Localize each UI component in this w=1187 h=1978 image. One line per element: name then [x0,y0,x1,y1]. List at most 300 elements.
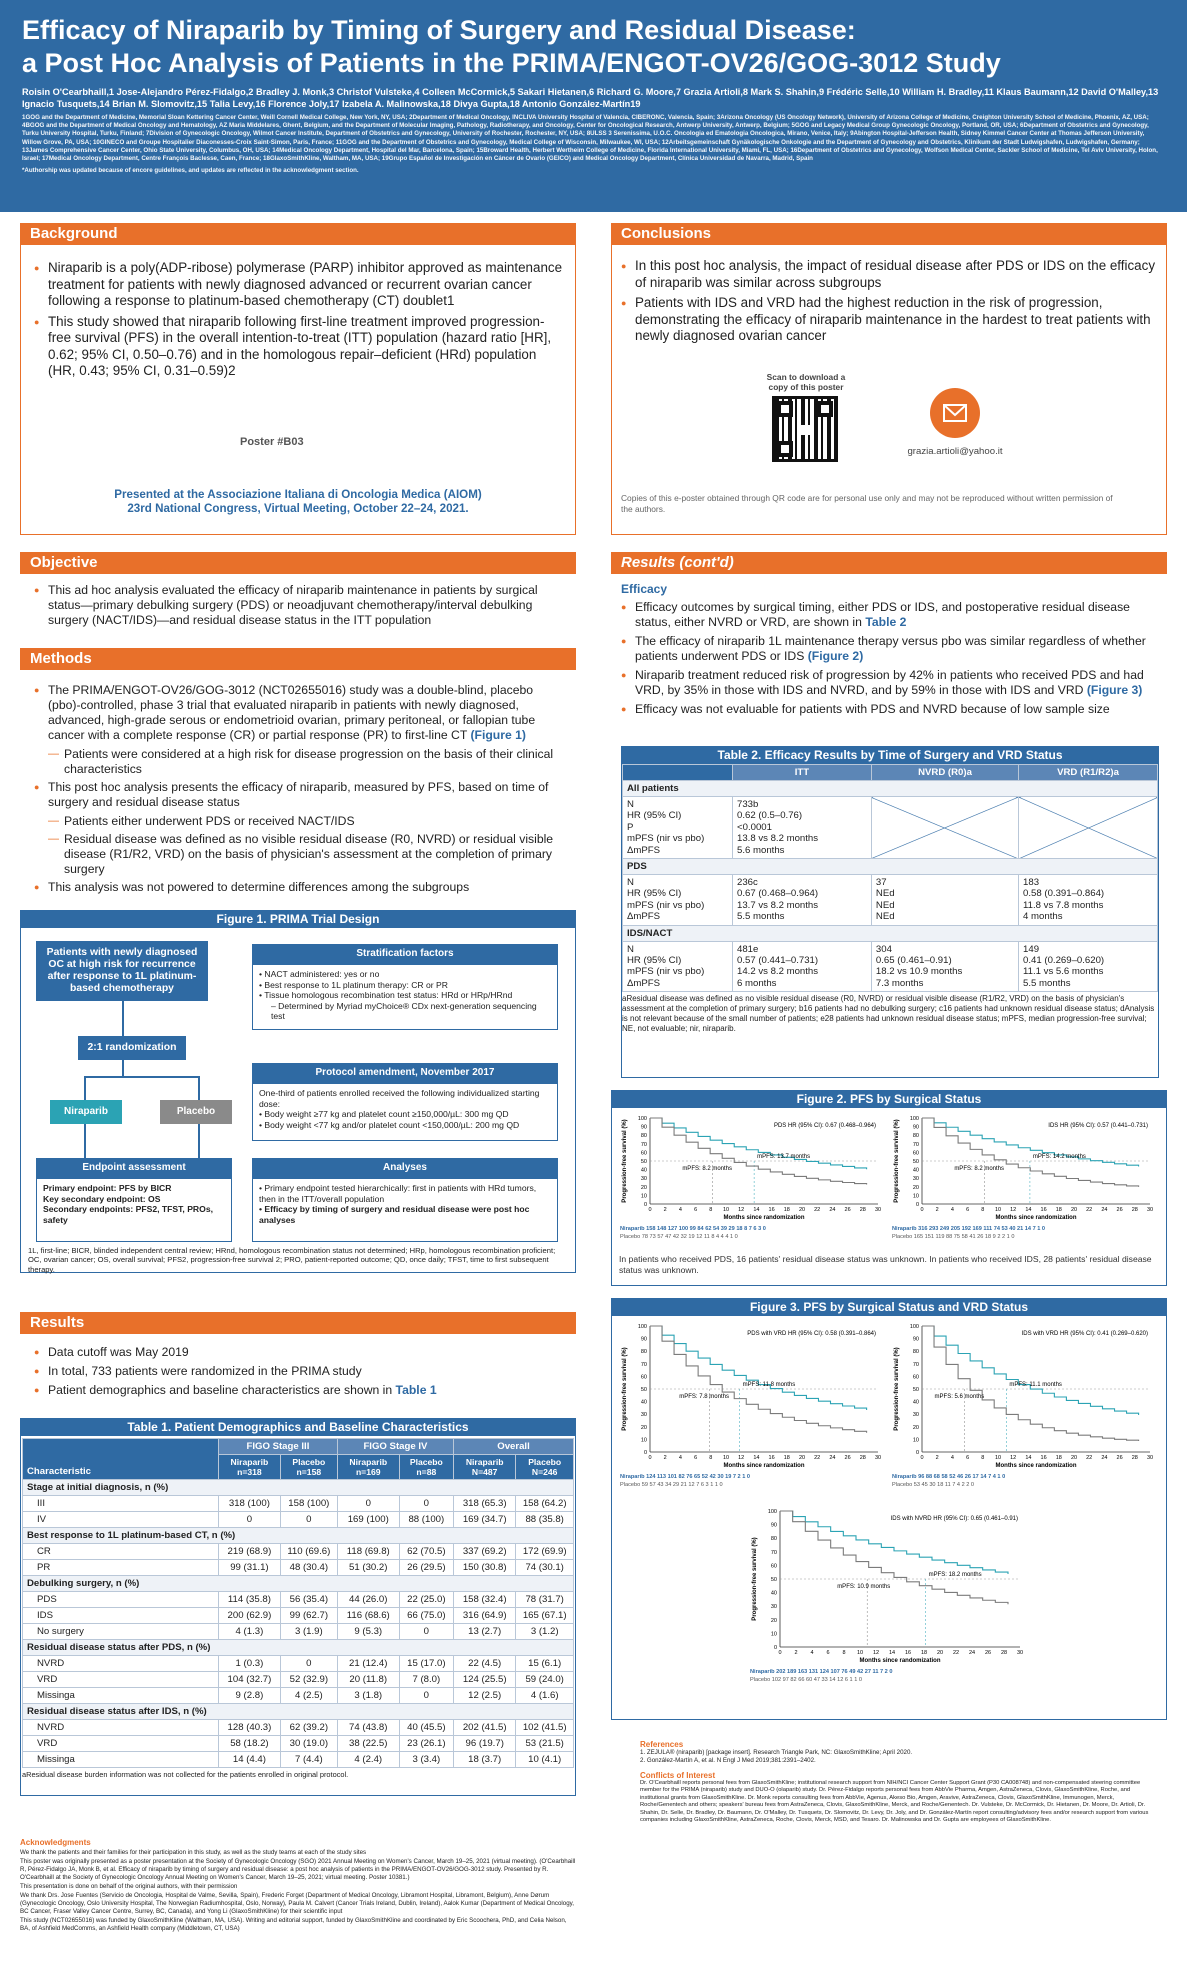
y-axis-label: Progression-free survival (%) [752,1537,758,1621]
demographics-table [22,1438,574,1768]
risk-row-niraparib: Niraparib 316 293 249 205 192 169 111 74 53 40 21 14 7 1 0 [892,1226,1046,1232]
coi-title: Conflicts of Interest [640,1771,716,1780]
y-tick-label: 40 [912,1167,919,1174]
x-tick-label: 0 [920,1455,924,1461]
reference-1: 1. ZEJULA® (niraparib) [package insert]. Research Triangle Park, NC: GlaxoSmithKline; April 2020. [640,1749,913,1756]
x-tick-label: 26 [844,1207,851,1213]
x-tick-label: 10 [994,1455,1002,1461]
flow-connector [122,1060,124,1076]
background-bullets [34,260,564,384]
x-tick-label: 28 [859,1455,866,1461]
table-1-link[interactable]: Table 1 [395,1383,437,1397]
y-tick-label: 60 [640,1150,647,1157]
median-pfs-niraparib: mPFS: 11.1 months [1009,1382,1062,1388]
x-tick-label: 2 [663,1455,667,1461]
table-row: PDS [623,859,1158,875]
x-tick-label: 22 [814,1455,821,1461]
stratification-title: Stratification factors [252,944,558,964]
y-tick-label: 100 [909,1116,919,1122]
column-header: Niraparib n=318 [219,1455,281,1480]
table-row: IDS 200 (62.9) 99 (62.7) 116 (68.6) 66 (75.0) 316 (64.9) 165 (67.1) [23,1608,574,1624]
median-pfs-niraparib: mPFS: 14.2 months [1032,1154,1086,1160]
hazard-ratio-label: IDS HR (95% CI): 0.57 (0.441–0.731) [1048,1123,1148,1129]
x-tick-label: 18 [1055,1207,1062,1213]
flow-connector [122,1001,124,1036]
hazard-ratio-label: IDS with NVRD HR (95% CI): 0.65 (0.461–0.91) [890,1516,1018,1522]
figure-3-title: Figure 3. PFS by Surgical Status and VRD Status [611,1298,1167,1316]
x-tick-label: 0 [920,1207,924,1213]
y-axis-label: Progression-free survival (%) [894,1347,900,1431]
table-row: VRD 104 (32.7) 52 (32.9) 20 (11.8) 7 (8.0) 124 (25.5) 59 (24.0) [23,1672,574,1688]
x-tick-label: 0 [648,1455,652,1461]
group-header: FIGO Stage IV [337,1439,453,1455]
y-tick-label: 20 [640,1184,647,1191]
x-tick-label: 30 [874,1207,882,1213]
methods-bullet-1: ● The PRIMA/ENGOT-OV26/GOG-3012 (NCT02655016) study was a double-blind, placebo (pbo)-controlled, phase 3 trial that evaluated niraparib in patients with newly diagnosed, advanced, high-grade serous or endometrioid ovarian, primary peritoneal, or fallopian tube cancer with a complete response (CR) or partial response (PR) to first-line CT (Figure 1) [34,683,564,743]
table-row: Missinga 9 (2.8) 4 (2.5) 3 (1.8) 0 12 (2.5) 4 (1.6) [23,1688,574,1704]
x-tick-label: 18 [783,1207,790,1213]
y-tick-label: 10 [640,1193,647,1200]
y-tick-label: 50 [640,1159,647,1165]
x-tick-label: 20 [1070,1455,1078,1461]
y-tick-label: 0 [643,1202,647,1208]
x-tick-label: 8 [981,1455,985,1461]
flow-connector [198,1124,200,1158]
references [640,1740,1160,1824]
x-tick-label: 24 [1101,1207,1108,1213]
niraparib-arm-box: Niraparib [50,1100,122,1124]
risk-row-placebo: Placebo 165 151 119 88 75 58 41 26 18 9 2 2 1 0 [892,1234,1015,1240]
x-tick-label: 10 [856,1650,864,1656]
table-row: CR 219 (68.9) 110 (69.6) 118 (69.8) 62 (70.5) 337 (69.2) 172 (69.9) [23,1544,574,1560]
acknowledgment-item: We thank Drs. Jose Fuentes (Servicio de Oncologia, Hospital de Valme, Sevilla, Spain), Frederic Forget (Department of Medical Oncology, Libramont Hospital, Libramont, Belgium), Anne Dørum (Gynecologic Oncology, Oslo University Hospital, The Norwegian Radiumhospital, Oslo, Norway), Paula M. Calvert (Cancer Trials Ireland, Dublin, Ireland), Aalok Kumar (Department of Medical Oncology, BC Cancer, Fraser Valley Cancer Centre, Surrey, BC, Canada), and Yong Li (GlaxoSmithKline) for their scientific input [20,1892,575,1915]
acknowledgments-list [20,1849,576,1933]
placebo-arm-box: Placebo [160,1100,232,1124]
y-tick-label: 0 [773,1645,777,1651]
acknowledgment-item: This study (NCT02655016) was funded by GlaxoSmithKline (Waltham, MA, USA). Writing and editorial support, funded by GlaxoSmithKline and coordinated by Eric Scoochera, PhD, and Celia Nelson, BA, of Ashfield MedComms, an Ashfield Health company (Middletown, CT, USA) [20,1917,567,1932]
y-tick-label: 50 [640,1387,647,1393]
y-tick-label: 80 [640,1133,647,1140]
x-tick-label: 10 [994,1207,1002,1213]
x-tick-label: 6 [966,1455,970,1461]
y-tick-label: 50 [912,1387,919,1393]
y-tick-label: 90 [770,1522,777,1529]
y-tick-label: 90 [912,1336,919,1343]
figure-1-link[interactable]: (Figure 1) [470,728,526,742]
y-tick-label: 30 [912,1412,919,1419]
y-tick-label: 0 [915,1450,919,1456]
acknowledgments [20,1838,576,1934]
y-tick-label: 40 [640,1399,647,1406]
figure-2-caption: In patients who received PDS, 16 patients' residual disease status was unknown. In patients who received IDS, 28 patients' residual disease status was unknown. [619,1254,1152,1275]
stratification-box: • NACT administered: yes or no • Best response to 1L platinum therapy: CR or PR • Tissue homologous recombination test status: HRd or HRp/HRnd – Determined by Myriad myChoice® CDx next-generation sequencing test [252,964,558,1030]
amendment-box: One-third of patients enrolled received the following individualized starting dose: • Body weight ≥77 kg and platelet count ≥150,000/µL: 300 mg QD • Body weight <77 kg and/or platelet count <150,000/µL: 200 mg QD [252,1083,558,1141]
column-header: Placebo N=246 [516,1455,574,1480]
x-tick-label: 12 [872,1650,880,1656]
figure-3-link[interactable]: (Figure 3) [1086,683,1143,697]
patients-box: Patients with newly diagnosed OC at high risk for recurrence after response to 1L platinum-based chemotherapy [36,941,208,1001]
km-plot [892,1112,1160,1252]
x-tick-label: 26 [984,1650,992,1656]
y-tick-label: 30 [640,1412,647,1419]
table-row: No surgery 4 (1.3) 3 (1.9) 9 (5.3) 0 13 (2.7) 3 (1.2) [23,1624,574,1640]
x-tick-label: 14 [1025,1455,1032,1461]
methods-sub-2: — Patients either underwent PDS or received NACT/IDS [34,814,564,829]
y-tick-label: 90 [640,1124,647,1131]
y-tick-label: 60 [912,1374,919,1381]
conclusions-title: Conclusions [611,223,1167,245]
x-tick-label: 8 [981,1207,985,1213]
median-pfs-niraparib: mPFS: 13.7 months [757,1154,811,1160]
results-cont-bullets [621,600,1156,721]
amendment-title: Protocol amendment, November 2017 [252,1063,558,1083]
objective-bullet-1: ● This ad hoc analysis evaluated the efficacy of niraparib maintenance in patients by surgical status—primary debulking surgery (PDS) or neoadjuvant chemotherapy/interval debulking surgery (NACT/IDS)—and residual disease status in the ITT population [34,583,564,628]
risk-row-niraparib: Niraparib 202 189 163 131 124 107 76 49 42 27 11 7 2 0 [750,1669,893,1675]
risk-row-niraparib: Niraparib 124 113 101 82 76 65 52 42 30 19 7 2 1 0 [620,1474,751,1480]
figure-1-title: Figure 1. PRIMA Trial Design [20,910,576,928]
acknowledgment-item: This poster was originally presented as a poster presentation at the Society of Gynecologic Oncology (SGO) 2021 Annual Meeting on Women's Cancer, March 19–25, 2021 (virtual meeting). (O'Cearbhaill R, Pérez-Fidalgo JA, Monk B, et al. Efficacy of niraparib by timing of surgery and residual disease: a post hoc analysis of patients in the PRIMA/ENGOT-OV26/GOG-3012 study. Presented by R. O'Cearbhaill at the Society of Gynecologic Oncology Annual Meeting on Women's Cancer, March 19–25, 2021; virtual meeting. Poster 10381.) [20,1858,576,1881]
y-tick-label: 60 [912,1150,919,1157]
x-tick-label: 28 [859,1207,866,1213]
x-tick-label: 14 [753,1455,760,1461]
x-tick-label: 20 [1070,1207,1078,1213]
poster-number: Poster #B03 [240,436,304,448]
x-tick-label: 2 [794,1650,798,1656]
x-tick-label: 4 [950,1455,954,1461]
table-2-link[interactable]: Table 2 [865,615,907,629]
x-tick-label: 30 [1146,1207,1154,1213]
y-tick-label: 30 [640,1176,647,1183]
x-tick-label: 0 [648,1207,652,1213]
presented-at: Presented at the Associazione Italiana di Oncologia Medica (AIOM) 23rd National Congress, Virtual Meeting, October 22–24, 2021. [114,488,482,515]
x-tick-label: 20 [798,1455,806,1461]
results-cont-title: Results (cont'd) [611,552,1167,574]
y-tick-label: 70 [912,1141,919,1148]
y-tick-label: 30 [912,1176,919,1183]
x-tick-label: 2 [663,1207,667,1213]
table-row: PR 99 (31.1) 48 (30.4) 51 (30.2) 26 (29.5) 150 (30.8) 74 (30.1) [23,1560,574,1576]
figure-2-title: Figure 2. PFS by Surgical Status [611,1090,1167,1108]
flow-connector [84,1124,86,1158]
column-header: Placebo n=88 [399,1455,453,1480]
x-tick-label: 16 [768,1207,775,1213]
copies-note: Copies of this e-poster obtained through QR code are for personal use only and may not be reproduced without written permission of the authors. [621,493,1113,514]
table-row: NVRD 1 (0.3) 0 21 (12.4) 15 (17.0) 22 (4.5) 15 (6.1) [23,1656,574,1672]
background-bullet-2: ● This study showed that niraparib following first-line treatment improved progression-free survival (PFS) in the overall intention-to-treat (ITT) population (hazard ratio [HR], 0.62; 95% CI, 0.50–0.76) and in the homologous repair–deficient (HRd) population (HR, 0.43; 95% CI, 0.31–0.59)2 [34,314,564,380]
y-tick-label: 100 [767,1509,777,1515]
x-tick-label: 6 [826,1650,830,1656]
results-bullet-1: ● Data cutoff was May 2019 [34,1345,564,1360]
x-axis-label: Months since randomization [723,1215,805,1221]
objective-title: Objective [20,552,576,574]
affiliation-note: *Authorship was updated because of encore guidelines, and updates are reflected in the acknowledgment section. [22,167,359,175]
figure-1-footnote: 1L, first-line; BICR, blinded independent central review; HRnd, homologous recombination status not determined; HRp, homologous recombination proficient; OC, ovarian cancer; OS, overall survival; PFS2, progression-free survival 2; PRO, patient-reported outcome; QD, once daily; TFST, time to first subsequent therapy. [28,1246,556,1274]
y-tick-label: 40 [640,1167,647,1174]
x-tick-label: 20 [798,1207,806,1213]
y-axis-label: Progression-free survival (%) [894,1119,900,1203]
x-tick-label: 26 [1116,1455,1123,1461]
methods-sub-1: — Patients were considered at a high risk for disease progression on the basis of their clinical characteristics [34,747,564,777]
x-tick-label: 10 [722,1207,730,1213]
median-pfs-niraparib: mPFS: 11.8 months [742,1382,796,1388]
methods-bullets [34,683,564,899]
qr-label: Scan to download a copy of this poster [766,372,846,392]
x-tick-label: 14 [1025,1207,1032,1213]
y-tick-label: 60 [640,1374,647,1381]
analyses-box: • Primary endpoint tested hierarchically: first in patients with HRd tumors, then in the ITT/overall population • Efficacy by timing of surgery and residual disease were post hoc analyses [252,1178,558,1242]
niraparib-curve [922,1326,1139,1415]
y-tick-label: 0 [643,1450,647,1456]
y-tick-label: 40 [770,1590,777,1597]
x-tick-label: 16 [768,1455,775,1461]
table-row: Residual disease status after IDS, n (%) [23,1704,574,1720]
y-tick-label: 20 [912,1184,919,1191]
x-tick-label: 6 [694,1207,698,1213]
col-nvrd: NVRD (R0)a [871,765,1018,781]
median-pfs-placebo: mPFS: 10.9 months [837,1584,891,1590]
references-title: References [640,1740,684,1749]
y-tick-label: 20 [640,1424,647,1431]
characteristic-header: Characteristic [23,1439,219,1480]
x-tick-label: 2 [935,1207,939,1213]
risk-row-niraparib: Niraparib 158 148 127 100 99 84 62 54 39 29 18 8 7 6 3 0 [620,1226,766,1232]
km-plot [892,1320,1160,1500]
km-plot [750,1505,1030,1695]
table-row: N HR (95% CI) P mPFS (nir vs pbo) ΔmPFS 733b 0.62 (0.5–0.76) <0.0001 13.8 vs 8.2 months 5.6 months [623,797,1158,859]
x-tick-label: 28 [1000,1650,1008,1656]
x-tick-label: 12 [1010,1455,1017,1461]
author-list: Roisin O'Cearbhaill,1 Jose-Alejandro Pérez-Fidalgo,2 Bradley J. Monk,3 Christof Vulsteke,4 Colleen McCormick,5 Sakari Hietanen,6 Richard G. Moore,7 Grazia Artioli,8 Mark S. Shahin,9 Frédéric Selle,10 William H. Bradley,11 Klaus Baumann,12 David O'Malley,13 Ignacio Tusquets,14 Brian M. Slomovitz,15 Talia Levy,16 Florence Joly,17 Izabela A. Malinowska,18 Divya Gupta,18 Antonio González-Martín19 [22,87,1159,109]
y-axis-label: Progression-free survival (%) [622,1119,628,1203]
x-tick-label: 18 [920,1650,928,1656]
x-tick-label: 30 [1146,1455,1154,1461]
placebo-curve [780,1511,1008,1604]
x-axis-label: Months since randomization [723,1463,805,1469]
flow-connector [84,1076,86,1100]
median-pfs-placebo: mPFS: 7.8 months [679,1394,729,1400]
x-tick-label: 12 [1010,1207,1017,1213]
background-title: Background [20,223,576,245]
y-tick-label: 20 [912,1424,919,1431]
x-tick-label: 28 [1131,1207,1138,1213]
y-tick-label: 90 [640,1336,647,1343]
x-tick-label: 0 [778,1650,782,1656]
column-header: Niraparib n=169 [337,1455,399,1480]
group-header: Overall [454,1439,574,1455]
x-tick-label: 8 [709,1455,713,1461]
table-row: NVRD 128 (40.3) 62 (39.2) 74 (43.8) 40 (45.5) 202 (41.5) 102 (41.5) [23,1720,574,1736]
table-row: PDS 114 (35.8) 56 (35.4) 44 (26.0) 22 (25.0) 158 (32.4) 78 (31.7) [23,1592,574,1608]
background-bullet-1: ● Niraparib is a poly(ADP-ribose) polymerase (PARP) inhibitor approved as maintenance treatment for patients with newly diagnosed advanced or recurrent ovarian cancer following a response to platinum-based chemotherapy (CT) doublet1 [34,260,564,310]
x-tick-label: 22 [814,1207,821,1213]
x-tick-label: 8 [842,1650,846,1656]
x-tick-label: 4 [678,1455,682,1461]
conclusion-bullet-1: ● In this post hoc analysis, the impact of residual disease after PDS or IDS on the efficacy of niraparib was similar across subgroups [621,258,1156,291]
figure-2-link[interactable]: (Figure 2) [807,649,864,663]
results-bullet-3: ● Patient demographics and baseline characteristics are shown in Table 1 [34,1383,564,1398]
x-tick-label: 14 [753,1207,760,1213]
risk-row-placebo: Placebo 59 57 43 34 29 21 12 7 6 3 1 1 0 [620,1482,723,1488]
analyses-title: Analyses [252,1158,558,1178]
table-row: Debulking surgery, n (%) [23,1576,574,1592]
table-1 [22,1438,574,1779]
methods-title: Methods [20,648,576,670]
x-tick-label: 6 [694,1455,698,1461]
table-row: IV 0 0 169 (100) 88 (100) 169 (34.7) 88 (35.8) [23,1512,574,1528]
median-pfs-niraparib: mPFS: 18.2 months [928,1572,982,1578]
x-axis-label: Months since randomization [995,1463,1077,1469]
x-tick-label: 10 [722,1455,730,1461]
x-tick-label: 18 [783,1455,790,1461]
x-axis-label: Months since randomization [859,1658,941,1664]
median-pfs-placebo: mPFS: 5.6 months [934,1394,985,1400]
results-cont-bullet-3: ● Niraparib treatment reduced risk of progression by 42% in patients who received PDS and had VRD, by 35% in those with IDS and NVRD, and by 59% in those with IDS and VRD (Figure 3) [621,668,1156,698]
x-tick-label: 24 [968,1650,976,1656]
x-axis-label: Months since randomization [995,1215,1077,1221]
qr-code-icon[interactable] [772,396,838,462]
column-header: Niraparib N=487 [454,1455,516,1480]
y-tick-label: 50 [770,1577,777,1583]
x-tick-label: 2 [935,1455,939,1461]
table-row: VRD 58 (18.2) 30 (19.0) 38 (22.5) 23 (26.1) 96 (19.7) 53 (21.5) [23,1736,574,1752]
results-cont-bullet-4: ● Efficacy was not evaluable for patients with PDS and NVRD because of low sample size [621,702,1156,717]
km-plot [620,1112,888,1252]
y-tick-label: 10 [912,1193,919,1200]
x-tick-label: 30 [874,1455,882,1461]
endpoint-box: Primary endpoint: PFS by BICR Key secondary endpoint: OS Secondary endpoints: PFS2, TFST, PROs, safety [36,1178,232,1242]
x-tick-label: 28 [1131,1455,1138,1461]
table-row: Stage at initial diagnosis, n (%) [23,1480,574,1496]
table-2-footnote: aResidual disease was defined as no visible residual disease (R0, NVRD) or residual visible disease (R1/R2, VRD) on the basis of physician's assessment at the completion of primary surgery; b16 patients had no debulking surgery; c16 patients had unknown residual disease status; dAnalysis is not relevant because of the small number of patients; e28 patients had unknown residual disease status; mPFS, median progression-free survival; NE, not evaluable; nir, niraparib. [622,994,1155,1034]
x-tick-label: 8 [709,1207,713,1213]
table-row: III 318 (100) 158 (100) 0 0 318 (65.3) 158 (64.2) [23,1496,574,1512]
median-pfs-placebo: mPFS: 8.2 months [954,1166,1005,1172]
endpoint-title: Endpoint assessment [36,1158,232,1178]
x-tick-label: 14 [888,1650,896,1656]
y-tick-label: 40 [912,1399,919,1406]
km-plot [620,1320,888,1500]
x-tick-label: 4 [810,1650,814,1656]
x-tick-label: 16 [904,1650,912,1656]
results-bullets [34,1345,564,1402]
x-tick-label: 12 [738,1207,745,1213]
table-row: Best response to 1L platinum-based CT, n (%) [23,1528,574,1544]
table-row: All patients [623,781,1158,797]
y-tick-label: 100 [637,1116,647,1122]
efficacy-table [622,764,1158,992]
table-row: N HR (95% CI) mPFS (nir vs pbo) ΔmPFS 481e 0.57 (0.441–0.731) 14.2 vs 8.2 months 6 months 304 0.65 (0.461–0.91) 18.2 vs 10.9 months 7.3 months 149 0.41 (0.269–0.620) 11.1 vs 5.6 months 5.5 months [623,941,1158,992]
y-tick-label: 80 [912,1133,919,1140]
objective-bullets [34,583,564,632]
results-bullet-2: ● In total, 733 patients were randomized in the PRIMA study [34,1364,564,1379]
x-tick-label: 30 [1016,1650,1024,1656]
affiliations: 1GOG and the Department of Medicine, Memorial Sloan Kettering Cancer Center, Weill Cornell Medical College, New York, NY, USA; 2Department of Medical Oncology, INCLIVA University Hospital of Valencia, CIBERONC, Valencia, Spain; 3Arizona Oncology (US Oncology Network), University of Arizona College of Medicine, Creighton University School of Medicine, Phoenix, AZ, USA; 4BGOG and the Department of Medical Oncology and Hematology, AZ Maria Middelares, Ghent, Belgium, and the Department of Molecular Imaging, Pathology, Radiotherapy, and Oncology, Center for Oncological Research, Antwerp University, Antwerp, Belgium; 5GOG and Legacy Medical Group Gynecologic Oncology, Portland, OR, USA; 6Department of Obstetrics and Gynecology, Turku University Hospital, Turku, Finland; 7Division of Gynecologic Oncology, Wilmot Cancer Institute, Department of Obstetrics and Gynecology, University of Rochester, Rochester, NY, USA; 8ULSS 3 Serenissima, U.O.C. Oncologia ed Ematologia Oncologica, Mirano, Venice, Italy; 9Abington Hospital-Jefferson Health, Sidney Kimmel Cancer Center at Thomas Jefferson University, Willow Grove, PA, USA; 10GINECO and Groupe Hospitalier Diaconesses-Croix Saint-Simon, Paris, France; 11GOG and the Department of Obstetrics and Gynecology, Medical College of Wisconsin, Milwaukee, WI, USA; 12Arbeitsgemeinschaft Gynäkologische Onkologie and the Department of Gynecology and Obstetrics, Klinikum der Stadt Ludwigshafen, Ludwigshafen, Germany; 13James Comprehensive Cancer Center, Ohio State University, Columbus, OH, USA; 14Medical Oncology Department, Hospital del Mar, Barcelona, Spain; 15Broward Health, Herbert Wertheim College of Medicine, Florida International University, Miami, FL, USA; 16Department of Obstetrics and Gynecology, Wolfson Medical Center, Sackler School of Medicine, Tel Aviv University, Holon, Israel; 17Medical Oncology Department, Centre François Baclesse, Caen, France; 18GlaxoSmithKline, Waltham, MA, USA; 19Grupo Español de Investigación en Cáncer de Ovario (GEICO) and Medical Oncology Department, Clínica Universidad de Navarra, Madrid, Spain [22,114,1158,163]
y-tick-label: 10 [640,1437,647,1444]
methods-bullet-2: ● This post hoc analysis presents the efficacy of niraparib, measured by PFS, based on time of surgery and residual disease status [34,780,564,810]
placebo-curve [650,1326,867,1433]
hazard-ratio-label: PDS HR (95% CI): 0.67 (0.468–0.964) [773,1123,876,1129]
acknowledgment-item: This presentation is done on behalf of the original authors, with their permission [20,1883,238,1890]
poster-header [0,0,1187,212]
y-tick-label: 100 [637,1324,647,1330]
y-tick-label: 20 [770,1617,777,1624]
y-tick-label: 70 [640,1141,647,1148]
x-tick-label: 24 [1101,1455,1108,1461]
x-tick-label: 18 [1055,1455,1062,1461]
table-row: N HR (95% CI) mPFS (nir vs pbo) ΔmPFS 236c 0.67 (0.468–0.964) 13.7 vs 8.2 months 5.5 months 37 NEd NEd NEd 183 0.58 (0.391–0.864) 11.8 vs 7.8 months 4 months [623,875,1158,926]
y-tick-label: 70 [640,1361,647,1368]
y-tick-label: 100 [909,1324,919,1330]
x-tick-label: 26 [1116,1207,1123,1213]
y-tick-label: 30 [770,1604,777,1611]
methods-sub-3: — Residual disease was defined as no visible residual disease (R0, NVRD) or residual visible disease (R1/R2, VRD) on the basis of physician's assessment at the completion of primary surgery [34,832,564,877]
y-axis-label: Progression-free survival (%) [622,1347,628,1431]
risk-row-niraparib: Niraparib 96 88 68 58 52 46 26 17 14 7 4 1 0 [892,1474,1006,1480]
risk-row-placebo: Placebo 53 45 30 18 11 7 4 2 2 0 [892,1482,975,1488]
group-header: FIGO Stage III [219,1439,338,1455]
y-tick-label: 60 [770,1563,777,1570]
x-tick-label: 16 [1040,1207,1047,1213]
reference-2: 2. González-Martín A, et al. N Engl J Med 2019;381:2391–2402. [640,1757,816,1764]
x-tick-label: 12 [738,1455,745,1461]
results-cont-bullet-1: ● Efficacy outcomes by surgical timing, either PDS or IDS, and postoperative residual disease status, either NVRD or VRD, are shown in Table 2 [621,600,1156,630]
x-tick-label: 22 [1086,1455,1093,1461]
x-tick-label: 22 [952,1650,960,1656]
median-pfs-placebo: mPFS: 8.2 months [682,1166,733,1172]
y-tick-label: 90 [912,1124,919,1131]
flow-connector [84,1076,200,1078]
table-2-title: Table 2. Efficacy Results by Time of Surgery and VRD Status [621,746,1159,764]
x-tick-label: 24 [829,1207,836,1213]
y-tick-label: 70 [912,1361,919,1368]
x-tick-label: 24 [829,1455,836,1461]
contact-email[interactable]: grazia.artioli@yahoo.it [907,446,1003,457]
x-tick-label: 4 [678,1207,682,1213]
y-tick-label: 80 [640,1349,647,1356]
email-icon[interactable] [930,388,980,438]
y-tick-label: 80 [912,1349,919,1356]
hazard-ratio-label: PDS with VRD HR (95% CI): 0.58 (0.391–0.864) [747,1331,876,1337]
risk-row-placebo: Placebo 78 73 57 47 42 32 19 12 11 8 4 4 4 1 0 [620,1234,738,1240]
results-cont-bullet-2: ● The efficacy of niraparib 1L maintenance therapy versus pbo was similar regardless of whether patients underwent PDS or IDS (Figure 2) [621,634,1156,664]
x-tick-label: 16 [1040,1455,1047,1461]
conclusions-bullets [621,258,1156,349]
table-1-footnote: aResidual disease burden information was not collected for the patients enrolled in original protocol. [22,1770,349,1779]
x-tick-label: 4 [950,1207,954,1213]
x-tick-label: 6 [966,1207,970,1213]
coi-text: Dr. O'Cearbhaill reports personal fees from GlaxoSmithKline; institutional research support from NIH/NCI Cancer Center Support Grant (P30 CA008748) and non-compensated steering committee member for the PRIMA (niraparib) study and DUO-O (olaparib) study. Dr. Pérez-Fidalgo reports personal fees from AbbVie Pharma, Amgen, AstraZeneca, Clovis, GlaxoSmithKline, Roche, and institutional grants from GlaxoSmithKline. Dr. Monk reports consulting fees from AbbVie, Agenus, Akeso Bio, Amgen, Aravive, AstraZeneca, Clovis, GlaxoSmithKline, Immunogen, Merck, Roche/Genentech and others; speakers' bureau fees from AstraZeneca, Clovis, GlaxoSmithKline, Merck, and Roche/Genentech. Dr. Vulsteke, Dr. McCormick, Dr. Hietanen, Dr. Moore, Dr. Artioli, Dr. Shahin, Dr. Selle, Dr. Bradley, Dr. Baumann, Dr. O'Malley, Dr. Tusquets, Dr. Slomovitz, Dr. Levy, Dr. Joly, and Dr. González-Martín report consulting/advisory fees and/or research support from various companies including GlaxoSmithKline, AstraZeneca, Roche, Clovis, Merck, MSD, and Tesaro. Dr. Malinowska and Dr. Gupta are employees of GlaxoSmithKline. [640,1780,1149,1824]
col-itt: ITT [733,765,872,781]
randomization-box: 2:1 randomization [78,1036,186,1060]
table-row: IDS/NACT [623,925,1158,941]
table-row: Missinga 14 (4.4) 7 (4.4) 4 (2.4) 3 (3.4) 18 (3.7) 10 (4.1) [23,1752,574,1768]
table-row: Residual disease status after PDS, n (%) [23,1640,574,1656]
y-tick-label: 0 [915,1202,919,1208]
flow-connector [198,1076,200,1100]
risk-row-placebo: Placebo 102 97 82 66 60 47 33 14 12 6 1 1 0 [750,1677,862,1683]
table-2 [622,764,1158,1034]
y-tick-label: 10 [770,1631,777,1638]
table-1-title: Table 1. Patient Demographics and Baseline Characteristics [20,1418,576,1436]
y-tick-label: 50 [912,1159,919,1165]
col-vrd: VRD (R1/R2)a [1019,765,1158,781]
x-tick-label: 22 [1086,1207,1093,1213]
conclusion-bullet-2: ● Patients with IDS and VRD had the highest reduction in the risk of progression, demonstrating the efficacy of niraparib maintenance in the hardest to treat patients with newly diagnosed ovarian cancer [621,295,1156,345]
acknowledgments-title: Acknowledgments [20,1838,91,1847]
acknowledgment-item: We thank the patients and their families for their participation in this study, as well as the study teams at each of the study sites [20,1849,367,1856]
hazard-ratio-label: IDS with VRD HR (95% CI): 0.41 (0.269–0.620) [1021,1331,1148,1337]
y-tick-label: 10 [912,1437,919,1444]
